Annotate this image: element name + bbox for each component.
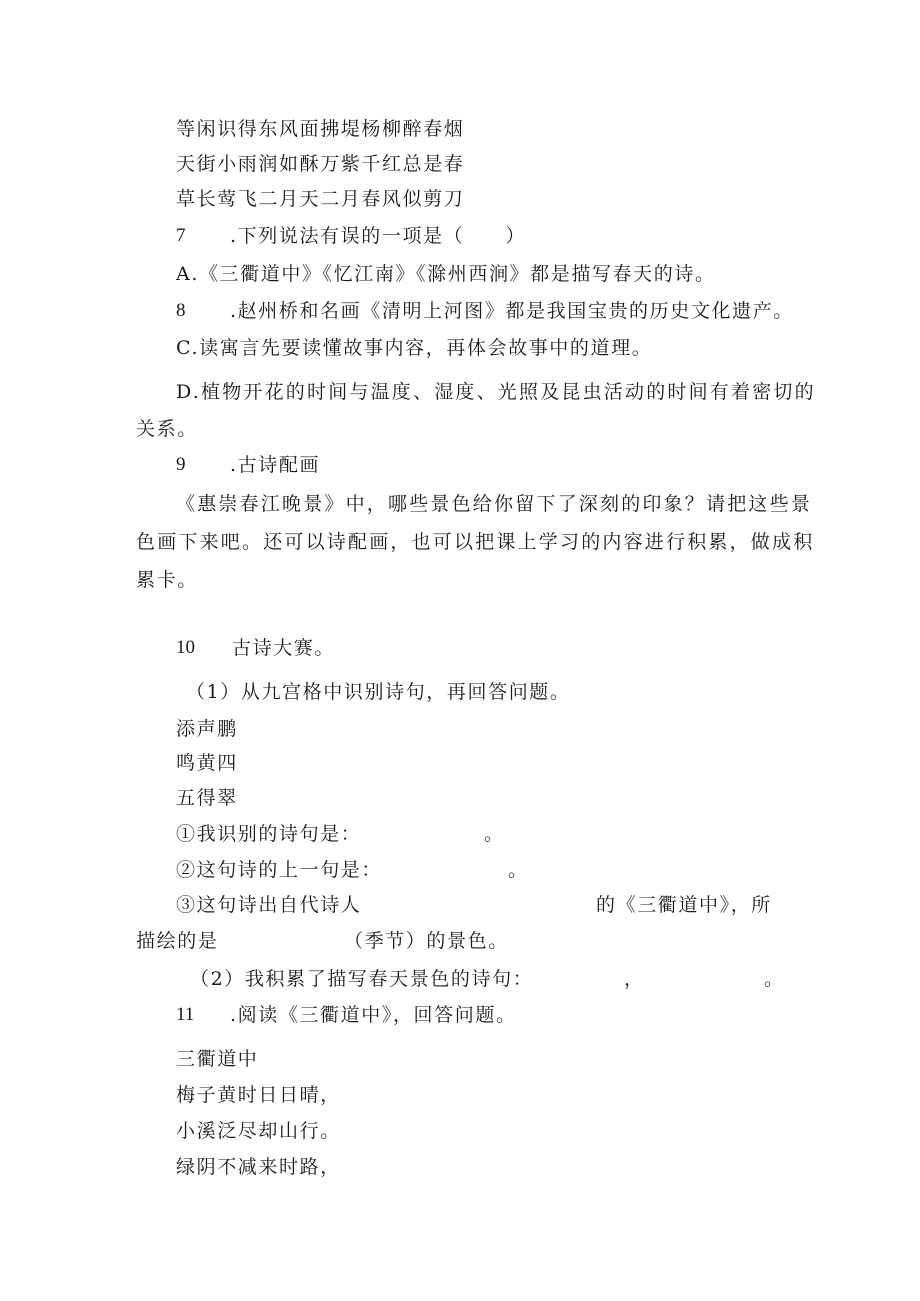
subquestion-2-end: 。 bbox=[508, 859, 529, 881]
poem-line: 梅子黄时日日晴， bbox=[176, 1084, 341, 1106]
option-b-number: 8 bbox=[176, 300, 186, 321]
poem-line: 小溪泛尽却山行。 bbox=[176, 1120, 341, 1142]
subquestion-3-line2-label: 描绘的是 bbox=[136, 930, 219, 952]
question-number-9: 9 bbox=[176, 454, 186, 475]
option-d-line2: 关系。 bbox=[136, 418, 198, 440]
subquestion-3-mid: 的《三衢道中》，所 bbox=[596, 894, 772, 916]
question-number-11: 11 bbox=[176, 1004, 195, 1025]
grid-row: 五得翠 bbox=[176, 787, 238, 809]
subquestion-1-label: ①我识别的诗句是： bbox=[176, 823, 362, 845]
question-number-10: 10 bbox=[176, 637, 195, 658]
subquestion-3-label: ③这句诗出自代诗人 bbox=[176, 894, 362, 916]
poem-pair-line: 草长莺飞二月天二月春风似剪刀 bbox=[176, 188, 465, 210]
subquestion-2-label: ②这句诗的上一句是： bbox=[176, 859, 383, 881]
poem-line: 绿阴不减来时路， bbox=[176, 1156, 341, 1178]
grid-row: 鸣黄四 bbox=[176, 752, 238, 774]
poem-pair-line: 等闲识得东风面拂堤杨柳醉春烟 bbox=[176, 118, 465, 140]
grid-row: 添声鹏 bbox=[176, 718, 238, 740]
question-9-body-line3: 累卡。 bbox=[136, 569, 198, 591]
question-10-title: 古诗大赛。 bbox=[232, 637, 336, 659]
poem-title: 三衢道中 bbox=[176, 1048, 259, 1070]
question-10-part2-comma: ， bbox=[624, 968, 645, 990]
question-11-title: .阅读《三衢道中》，回答问题。 bbox=[230, 1004, 517, 1026]
question-number-7: 7 bbox=[176, 225, 186, 246]
question-10-part2-end: 。 bbox=[764, 968, 785, 990]
option-d-line1: D.植物开花的时间与温度、湿度、光照及昆虫活动的时间有着密切的 bbox=[176, 381, 816, 403]
question-9-title: .古诗配画 bbox=[230, 454, 321, 476]
question-10-part1: （1）从九宫格中识别诗句，再回答问题。 bbox=[186, 681, 571, 703]
poem-pair-line: 天街小雨润如酥万紫千红总是春 bbox=[176, 153, 465, 175]
option-a: A.《三衢道中》《忆江南》《滁州西涧》都是描写春天的诗。 bbox=[176, 263, 716, 285]
option-c: C.读寓言先要读懂故事内容，再体会故事中的道理。 bbox=[176, 337, 653, 359]
subquestion-3-line2-mid: （季节）的景色。 bbox=[344, 930, 509, 952]
question-9-body-line1: 《惠崇春江晚景》中，哪些景色给你留下了深刻的印象？请把这些景 bbox=[176, 493, 813, 515]
option-b: .赵州桥和名画《清明上河图》都是我国宝贵的历史文化遗产。 bbox=[230, 300, 794, 322]
question-7-text: .下列说法有误的一项是（ ） bbox=[230, 225, 527, 247]
question-9-body-line2: 色画下来吧。还可以诗配画，也可以把课上学习的内容进行积累，做成积 bbox=[136, 531, 815, 553]
subquestion-1-end: 。 bbox=[484, 823, 505, 845]
question-10-part2-label: （2）我积累了描写春天景色的诗句： bbox=[190, 968, 534, 990]
